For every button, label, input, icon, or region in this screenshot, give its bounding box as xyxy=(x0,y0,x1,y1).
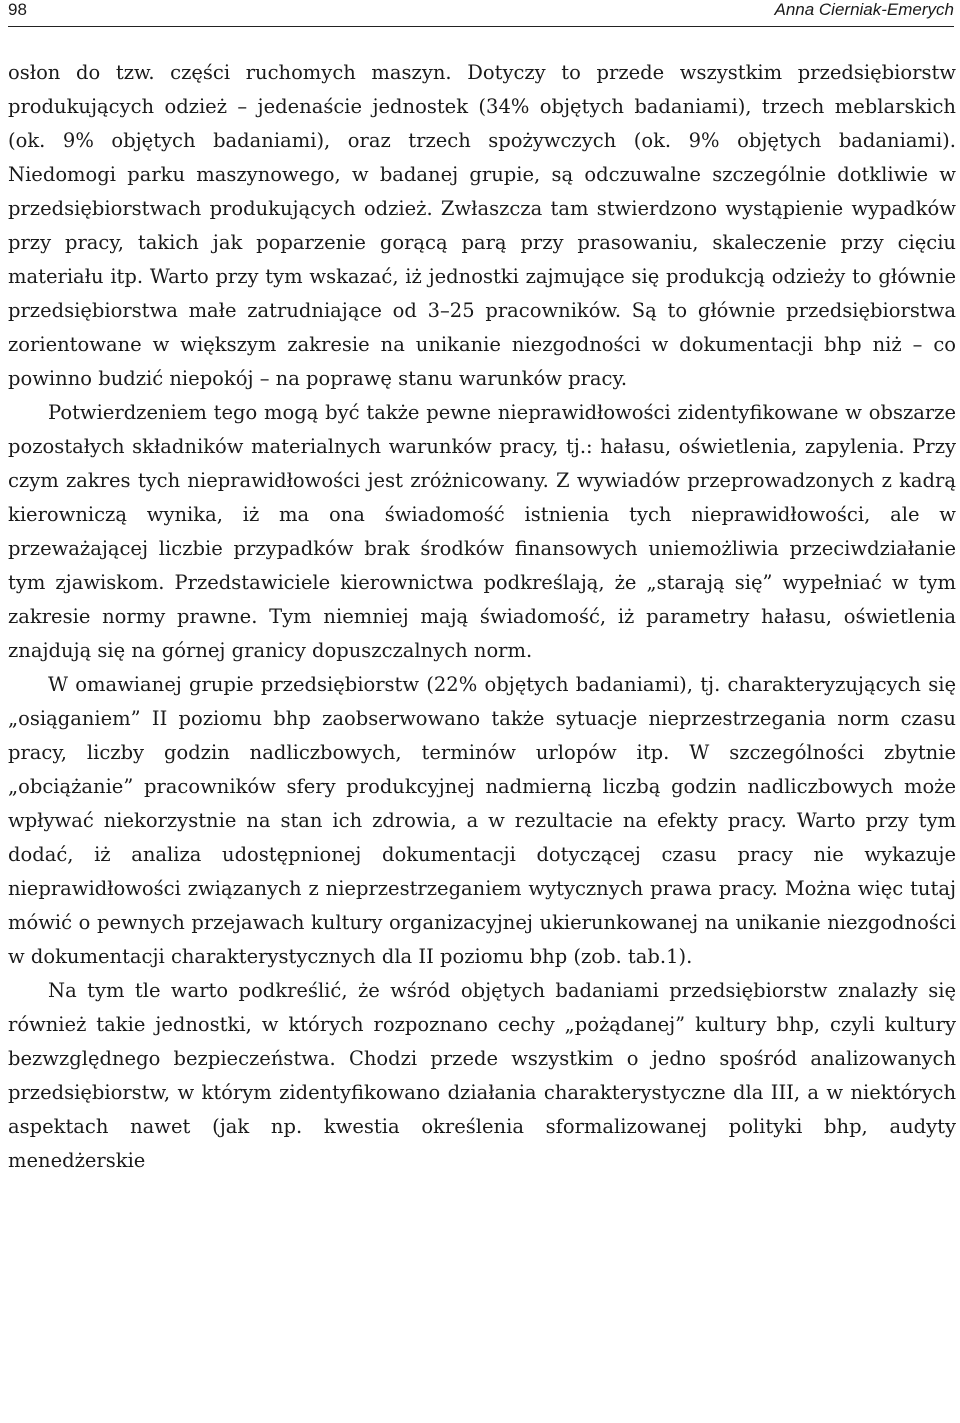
paragraph-4: Na tym tle warto podkreślić, że wśród objętych badaniami przedsiębiorstw znalazły się również takie jednostki, w których rozpoznano cechy „pożądanej” kultury bhp, czyli kultury bezwzględnego bezpieczeństwa. Chodzi przede wszystkim o jedno spośród analizowanych przedsiębiorstw, w którym zidentyfikowano działania charakterystyczne dla III, a w niektórych aspektach nawet (jak np. kwestia określenia sformalizowanej polityki bhp, audyty menedżerskie xyxy=(8,979,956,1172)
paragraph-3: W omawianej grupie przedsiębiorstw (22% objętych badaniami), tj. charakteryzujących się „osiąganiem” II poziomu bhp zaobserwowano także sytuacje nieprzestrzegania norm czasu pracy, liczby godzin nadliczbowych, terminów urlopów itp. W szczególności zbytnie „obciążanie” pracowników sfery produkcyjnej nadmierną liczbą godzin nadliczbowych może wpływać niekorzystnie na stan ich zdrowia, a w rezultacie na efekty pracy. Warto przy tym dodać, iż analiza udostępnionej dokumentacji dotyczącej czasu pracy nie wykazuje nieprawidłowości związanych z nieprzestrzeganiem wytycznych prawa pracy. Można więc tutaj mówić o pewnych przejawach kultury organizacyjnej ukierunkowanej na unikanie niezgodności w dokumentacji charakterystycznych dla II poziomu bhp (zob. tab.1). xyxy=(8,673,956,968)
running-header xyxy=(8,0,954,27)
page-number: 98 xyxy=(8,0,27,19)
body-text xyxy=(8,56,956,1178)
running-author: Anna Cierniak-Emerych xyxy=(774,0,954,19)
paragraph-2: Potwierdzeniem tego mogą być także pewne nieprawidłowości zidentyfikowane w obszarze pozostałych składników materialnych warunków pracy, tj.: hałasu, oświetlenia, zapylenia. Przy czym zakres tych nieprawidłowości jest zróżnicowany. Z wywiadów przeprowadzonych z kadrą kierowniczą wynika, iż ma ona świadomość istnienia tych nieprawidłowości, ale w przeważającej liczbie przypadków brak środków finansowych uniemożliwia przeciwdziałanie tym zjawiskom. Przedstawiciele kierownictwa podkreślają, że „starają się” wypełniać w tym zakresie normy prawne. Tym niemniej mają świadomość, iż parametry hałasu, oświetlenia znajdują się na górnej granicy dopuszczalnych norm. xyxy=(8,401,956,662)
paragraph-1: osłon do tzw. części ruchomych maszyn. Dotyczy to przede wszystkim przedsiębiorstw produkujących odzież – jedenaście jednostek (34% objętych badaniami), trzech meblarskich (ok. 9% objętych badaniami), oraz trzech spożywczych (ok. 9% objętych badaniami). Niedomogi parku maszynowego, w badanej grupie, są odczuwalne szczególnie dotkliwie w przedsiębiorstwach produkujących odzież. Zwłaszcza tam stwierdzono wystąpienie wypadków przy pracy, takich jak poparzenie gorącą parą przy prasowaniu, skaleczenie przy cięciu materiału itp. Warto przy tym wskazać, iż jednostki zajmujące się produkcją odzieży to głównie przedsiębiorstwa małe zatrudniające od 3–25 pracowników. Są to głównie przedsiębiorstwa zorientowane w większym zakresie na unikanie niezgodności w dokumentacji bhp niż – co powinno budzić niepokój – na poprawę stanu warunków pracy. xyxy=(8,61,956,390)
